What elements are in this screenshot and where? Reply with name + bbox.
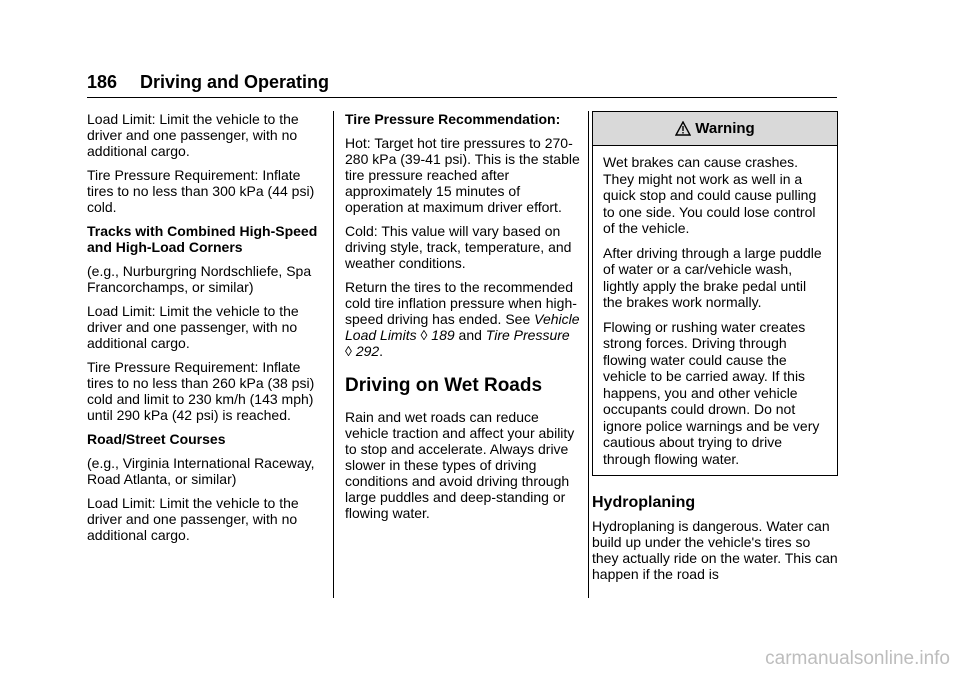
- paragraph: Cold: This value will vary based on driving style, track, temperature, and weather conditions.: [345, 223, 572, 271]
- heading-driving-wet-roads: Driving on Wet Roads: [345, 375, 543, 396]
- warning-triangle-icon: [675, 121, 691, 136]
- paragraph: Load Limit: Limit the vehicle to the driver and one passenger, with no additional cargo.: [87, 303, 299, 351]
- paragraph: Hydroplaning is dangerous. Water can build up under the vehicle's tires so they actually ride on the water. This can happen if the road is: [592, 518, 838, 582]
- paragraph: (e.g., Virginia International Raceway, Road Atlanta, or similar): [87, 455, 315, 487]
- paragraph: Tire Pressure Requirement: Inflate tires to no less than 260 kPa (38 psi) cold and limit to 230 km/h (143 mph) until 290 kPa (42 psi) is reached.: [87, 359, 315, 423]
- page-ref-arrow: ◊: [345, 343, 352, 359]
- heading-hydroplaning: Hydroplaning: [592, 494, 696, 511]
- column-divider-2: [588, 111, 589, 598]
- page-header: [87, 72, 837, 100]
- warning-paragraph: Flowing or rushing water creates strong forces. Driving through flowing water could cause the vehicle to be carried away. If this happens, you and other vehicle occupants could drown. Do not ignore police warnings and be very cautious about trying to drive through flowing water.: [603, 318, 820, 467]
- period: .: [379, 343, 384, 359]
- paragraph: Load Limit: Limit the vehicle to the driver and one passenger, with no additional cargo.: [87, 111, 299, 159]
- paragraph: Hot: Target hot tire pressures to 270-280 kPa (39-41 psi). This is the stable tire pressure reached after approximately 15 minutes of operation at maximum driver effort.: [345, 135, 580, 215]
- column-divider-1: [333, 111, 334, 598]
- column-3: [592, 111, 838, 590]
- warning-title: Warning: [695, 119, 755, 137]
- paragraph: (e.g., Nurburgring Nordschliefe, Spa Francorchamps, or similar): [87, 263, 312, 295]
- warning-header: [593, 112, 837, 146]
- paragraph-text: Return the tires to the recommended cold tire inflation pressure when high-speed driving has ended. See: [345, 279, 577, 327]
- column-1: [87, 111, 325, 551]
- subheading-road-courses: Road/Street Courses: [87, 431, 226, 447]
- link-vehicle-load-limits[interactable]: Vehicle Load Limits: [345, 311, 580, 343]
- subheading-tire-pressure: Tire Pressure Recommendation:: [345, 111, 561, 127]
- warning-body: [593, 146, 837, 467]
- page-ref-arrow: ◊: [420, 327, 428, 343]
- page-ref-292[interactable]: 292: [355, 343, 380, 359]
- paragraph-return: [345, 279, 580, 359]
- link-tire-pressure[interactable]: Tire Pressure: [485, 327, 570, 343]
- paragraph: Tire Pressure Requirement: Inflate tires to no less than 300 kPa (44 psi) cold.: [87, 167, 315, 215]
- conjunction: and: [458, 327, 482, 343]
- page-number: 186: [87, 72, 118, 92]
- warning-box: [592, 111, 838, 476]
- page-ref-189[interactable]: 189: [431, 327, 455, 343]
- header-divider: [87, 97, 837, 98]
- paragraph: Load Limit: Limit the vehicle to the driver and one passenger, with no additional cargo.: [87, 495, 299, 543]
- subheading-tracks: Tracks with Combined High-Speed and High-Load Corners: [87, 223, 318, 255]
- watermark-text: carmanualsonline.info: [765, 648, 950, 669]
- warning-paragraph: After driving through a large puddle of water or a car/vehicle wash, lightly apply the brake pedal until the brakes work normally.: [603, 244, 822, 310]
- paragraph: Rain and wet roads can reduce vehicle traction and affect your ability to stop and accelerate. Always drive slower in these types of driving conditions and avoid driving through large puddles and deep-standing or flowing water.: [345, 409, 575, 521]
- column-2: [345, 111, 580, 529]
- warning-paragraph: Wet brakes can cause crashes. They might not work as well in a quick stop and could cause pulling to one side. You could lose control of the vehicle.: [603, 154, 817, 236]
- section-title: Driving and Operating: [140, 72, 330, 92]
